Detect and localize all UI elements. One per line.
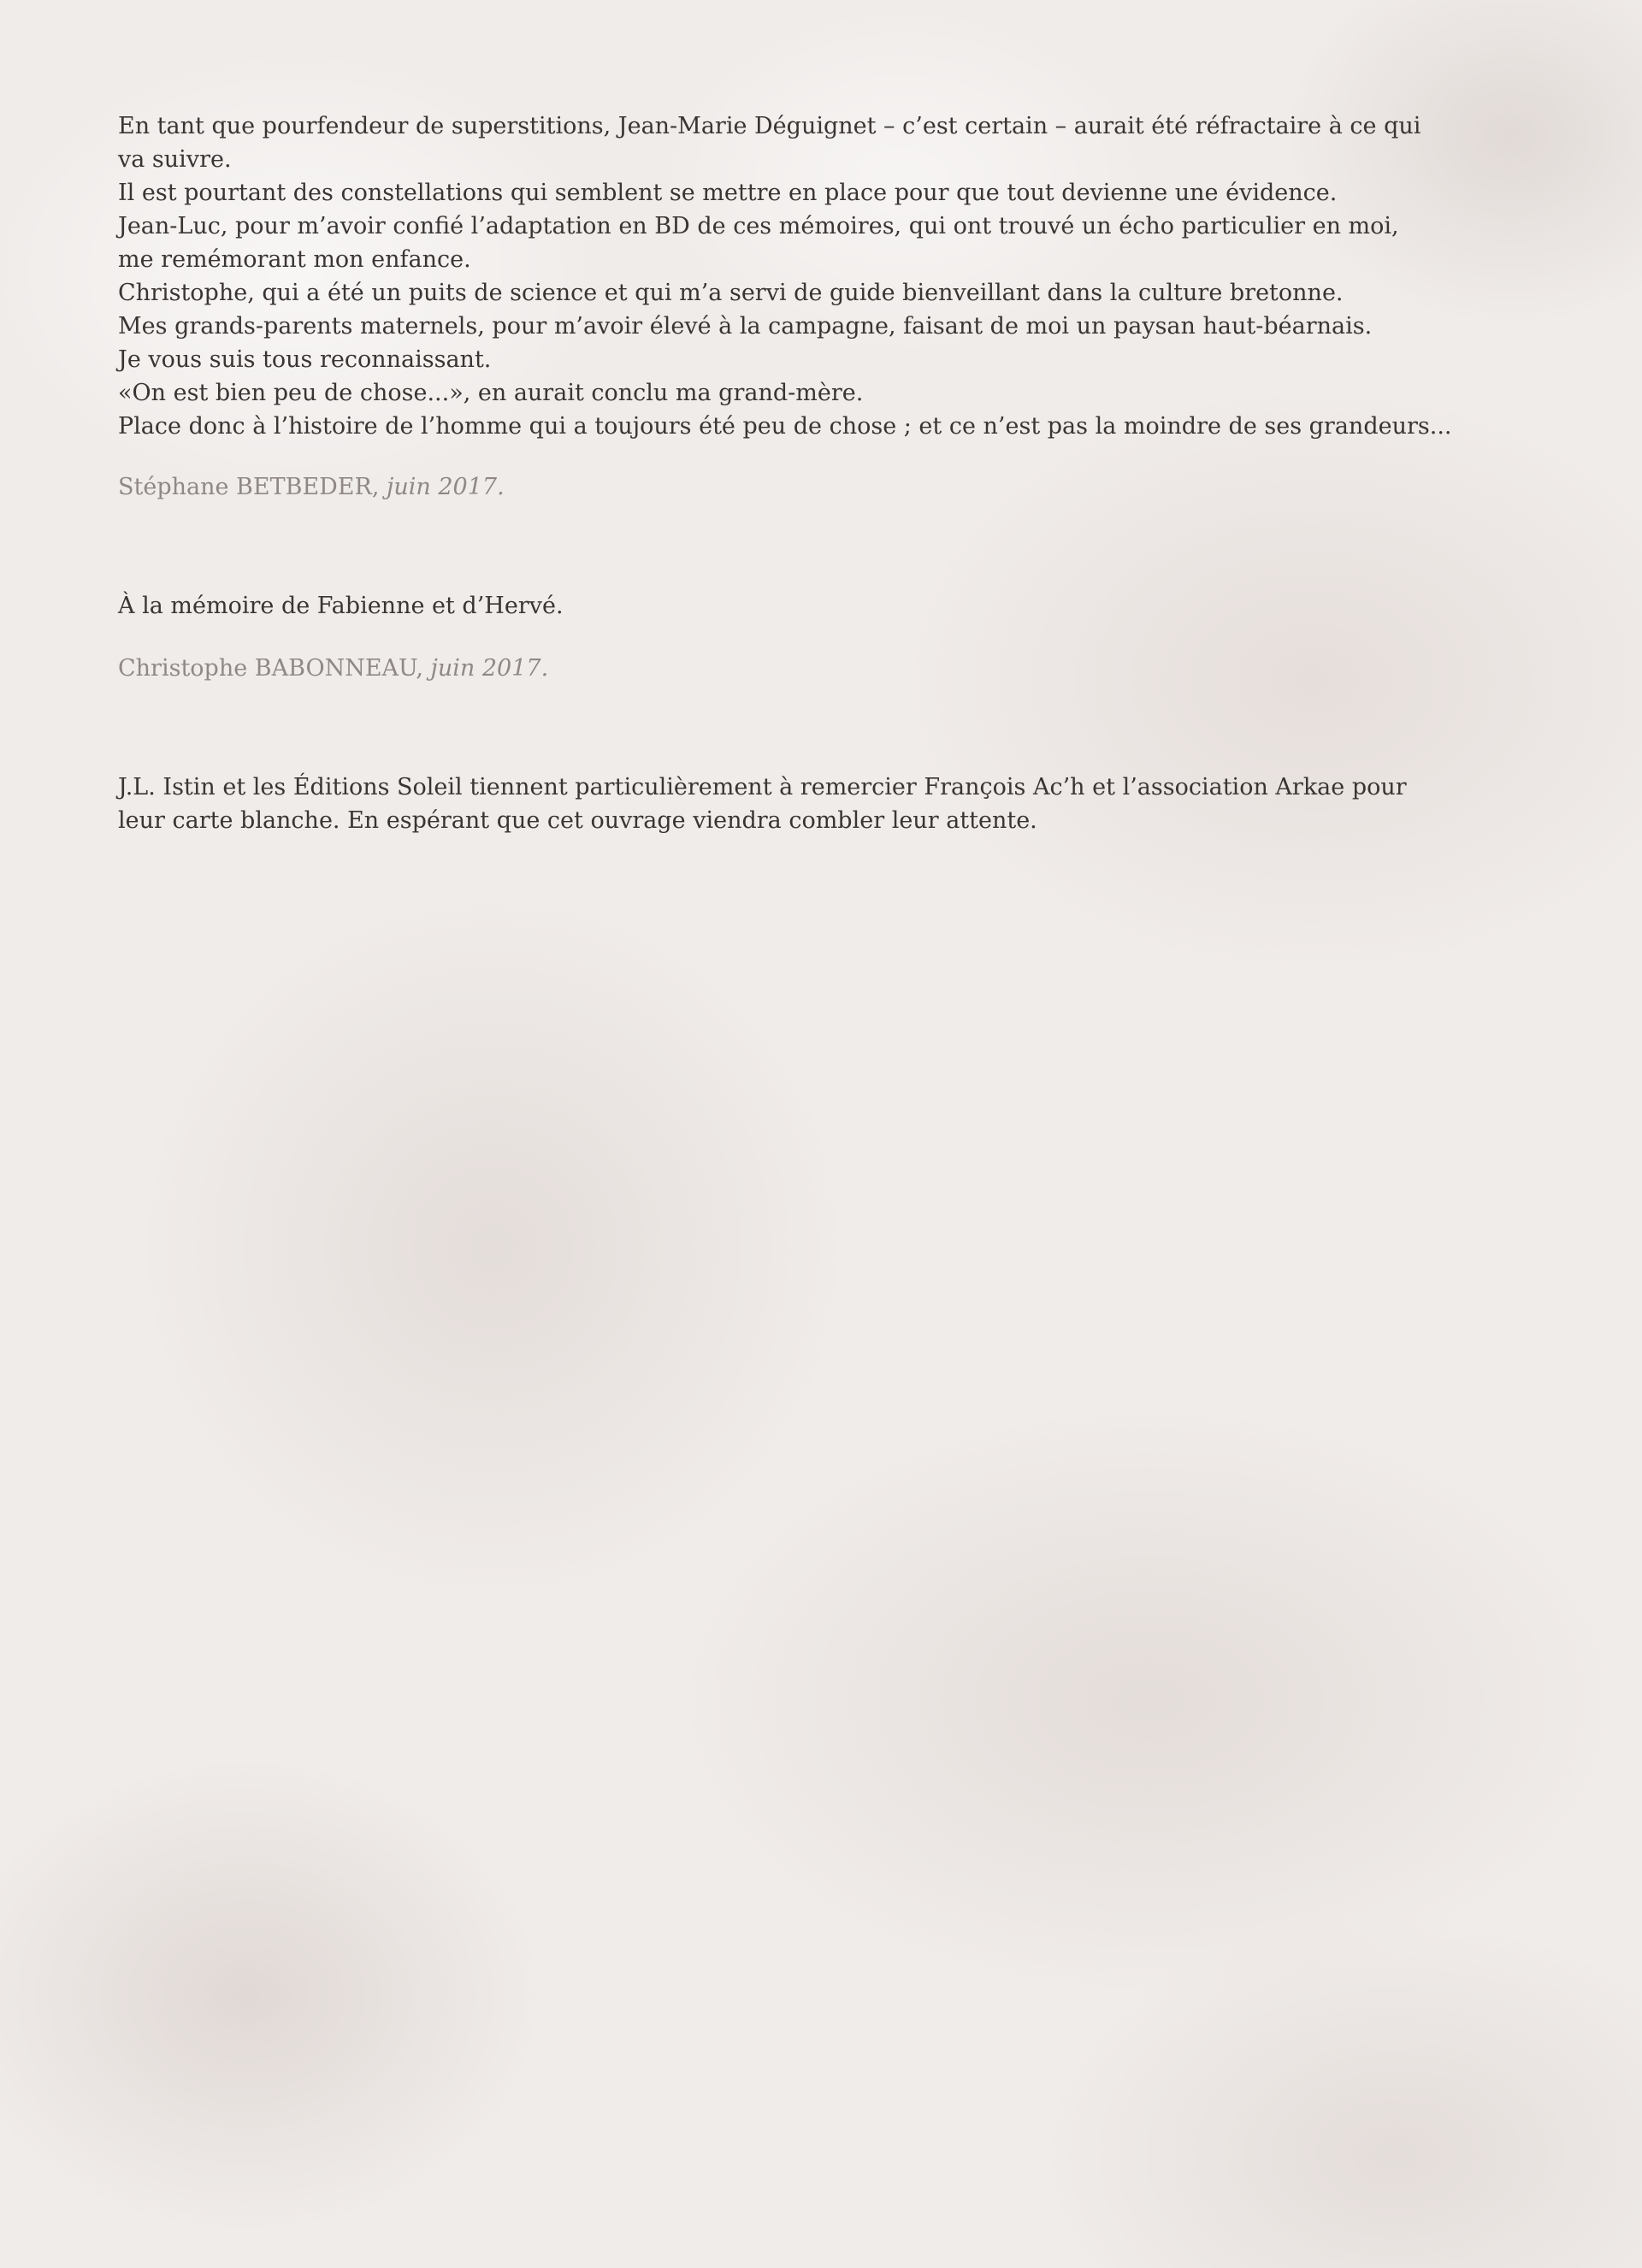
dedication-line: À la mémoire de Fabienne et d’Hervé. — [118, 593, 564, 619]
preface-line: Place donc à l’histoire de l’homme qui a toujours été peu de chose ; et ce n’est pas la moindre de ses grandeurs... — [118, 413, 1452, 440]
thanks-line: J.L. Istin et les Éditions Soleil tiennent particulièrement à remercier François Ac’h et l’association Arkae pour — [118, 774, 1407, 800]
signature-date: juin 2017. — [430, 655, 549, 682]
page-content — [118, 109, 1529, 837]
preface-line: Christophe, qui a été un puits de science et qui m’a servi de guide bienveillant dans la culture bretonne. — [118, 280, 1344, 306]
signature-date: juin 2017. — [387, 474, 505, 500]
preface-line: En tant que pourfendeur de superstitions, Jean-Marie Déguignet – c’est certain – aurait été réfractaire à ce qui — [118, 113, 1421, 139]
dedication-text — [118, 589, 1529, 623]
thanks-paragraph — [118, 771, 1529, 837]
preface-line: va suivre. — [118, 146, 232, 173]
signature-name: Christophe BABONNEAU, — [118, 655, 431, 682]
preface-signature — [118, 470, 1529, 504]
dedication-signature — [118, 652, 1529, 685]
preface-paragraph — [118, 109, 1529, 443]
preface-line: Il est pourtant des constellations qui semblent se mettre en place pour que tout devienne une évidence. — [118, 180, 1338, 206]
signature-name: Stéphane BETBEDER, — [118, 474, 387, 500]
preface-line: Je vous suis tous reconnaissant. — [118, 346, 492, 373]
preface-line: me remémorant mon enfance. — [118, 246, 471, 273]
thanks-line: leur carte blanche. En espérant que cet ouvrage viendra combler leur attente. — [118, 807, 1037, 834]
preface-line: Mes grands-parents maternels, pour m’avoir élevé à la campagne, faisant de moi un paysan haut-béarnais. — [118, 313, 1373, 340]
preface-line: Jean-Luc, pour m’avoir confié l’adaptation en BD de ces mémoires, qui ont trouvé un écho particulier en moi, — [118, 213, 1399, 239]
preface-line: «On est bien peu de chose...», en aurait conclu ma grand-mère. — [118, 380, 864, 406]
